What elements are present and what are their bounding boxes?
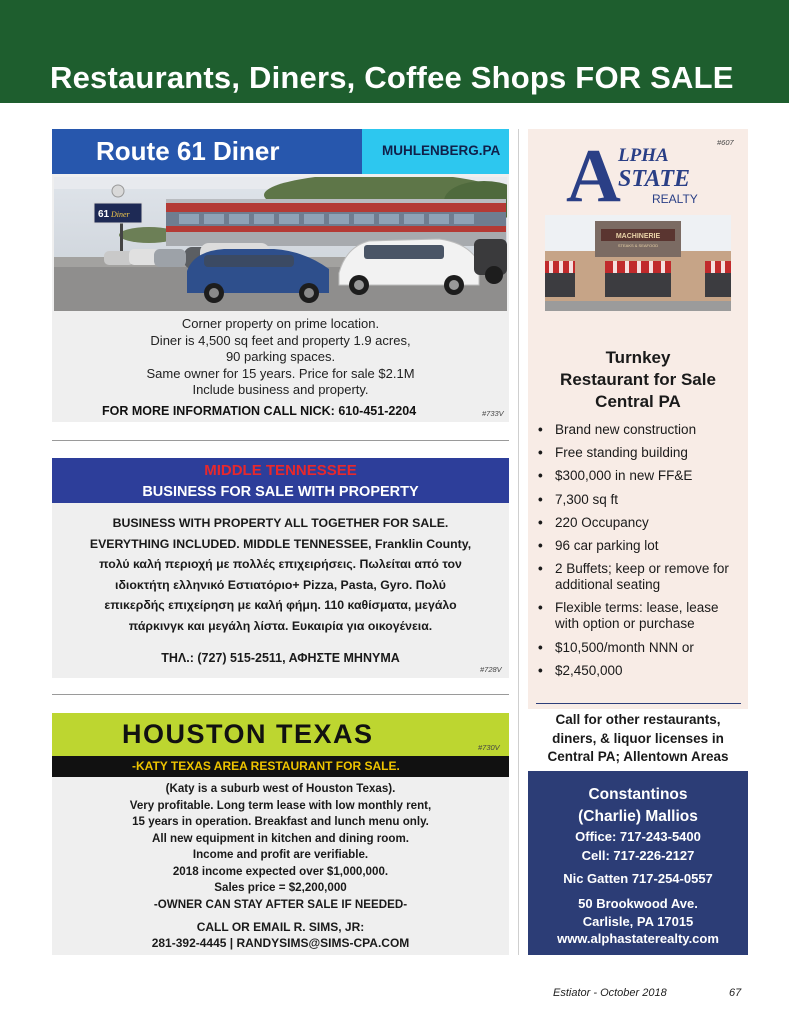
description-line: πολύ καλή περιοχή με πολλές επιχειρήσεις. Πωλείται από τον — [99, 557, 462, 571]
ad-code: #730V — [478, 743, 500, 752]
description-line: (Katy is a suburb west of Houston Texas). — [165, 782, 396, 795]
page-title: Restaurants, Diners, Coffee Shops FOR SALE — [50, 60, 734, 95]
feature-list — [538, 422, 743, 686]
description-line: ιδιοκτήτη ελληνικό Εστιατόριο+ Pizza, Pasta, Gyro. Πολύ — [115, 577, 446, 592]
name-line: (Charlie) Mallios — [578, 808, 698, 825]
call-other-note — [528, 711, 748, 767]
description-line: Same owner for 15 years. Price for sale $2.1M — [146, 365, 415, 381]
storefront-subsign: STEAKS & SEAFOOD — [617, 243, 659, 248]
heading-line: Turnkey — [605, 348, 671, 367]
contact-block — [52, 920, 509, 951]
list-item: • 96 car parking lot — [538, 538, 743, 554]
ad-code: #607 — [717, 138, 734, 147]
description-line: πάρκινγκ και μεγάλη λίστα. Ευκαιρία για οικογένεια. — [128, 618, 433, 633]
ad-heading — [528, 347, 748, 413]
heading-line: Central PA — [595, 392, 681, 411]
description-line: All new equipment in kitchen and dining room. — [151, 831, 409, 845]
alpha-state-realty-logo — [564, 135, 724, 211]
storefront-sign: MACHINERIE — [615, 233, 661, 240]
note-line: Central PA; Allentown Areas — [547, 749, 729, 764]
diner-sign-route: 61 — [98, 209, 110, 220]
list-item: • 2 Buffets; keep or remove for additional seating — [538, 561, 743, 593]
note-line: Call for other restaurants, — [555, 712, 721, 727]
list-item: • $2,450,000 — [538, 663, 743, 679]
ad-title: Route 61 Diner — [96, 136, 280, 166]
restaurant-photo — [545, 215, 731, 311]
list-item: • 7,300 sq ft — [538, 492, 743, 508]
diner-sign-text: Diner — [111, 210, 130, 219]
description-line: 15 years in operation. Breakfast and lunch menu only. — [132, 815, 429, 828]
ad-title: HOUSTON TEXAS — [122, 719, 374, 749]
address-line: 50 Brookwood Ave. — [578, 896, 698, 911]
ad-title: MIDDLE TENNESSEE — [204, 462, 357, 479]
ad-description — [52, 781, 509, 897]
address — [528, 895, 748, 931]
svg-text:A: A — [566, 135, 621, 211]
list-item: • 220 Occupancy — [538, 515, 743, 531]
location-tag — [362, 129, 509, 174]
cell-phone: Cell: 717-226-2127 — [581, 848, 695, 863]
list-item: • Free standing building — [538, 445, 743, 461]
ad-subtitle: BUSINESS FOR SALE WITH PROPERTY — [142, 484, 419, 500]
note-line: diners, & liquor licenses in — [552, 730, 724, 746]
ad-description — [52, 513, 509, 636]
ad-code: #728V — [480, 665, 502, 674]
ad-middle-tennessee — [52, 458, 509, 678]
contact-name — [528, 784, 748, 828]
divider — [52, 694, 509, 695]
svg-text:REALTY: REALTY — [652, 192, 698, 206]
column-separator — [518, 129, 519, 955]
svg-text:LPHA: LPHA — [618, 145, 669, 166]
contact-box — [528, 771, 748, 955]
name-line: Constantinos — [588, 786, 688, 803]
contact-line: 281-392-4445 | RANDYSIMS@SIMS-CPA.COM — [151, 935, 410, 950]
divider — [52, 440, 509, 441]
heading-line: Restaurant for Sale — [560, 370, 716, 389]
ad-title-bar — [52, 713, 509, 756]
description-line: Very profitable. Long term lease with low monthly rent, — [129, 798, 432, 812]
ad-description — [52, 316, 509, 399]
description-line: Diner is 4,500 sq feet and property 1.9 acres, — [150, 332, 411, 348]
secondary-contact: Nic Gatten 717-254-0557 — [563, 871, 713, 886]
ad-subtitle: -KATY TEXAS AREA RESTAURANT FOR SALE. — [132, 759, 400, 773]
description-line: 2018 income expected over $1,000,000. — [172, 864, 389, 878]
description-line: Sales price = $2,200,000 — [214, 881, 347, 894]
description-line: BUSINESS WITH PROPERTY ALL TOGETHER FOR SALE. — [112, 516, 449, 530]
page-number: 67 — [729, 987, 742, 999]
ad-alpha-state-realty — [528, 129, 748, 709]
address-line: Carlisle, PA 17015 — [582, 914, 694, 929]
ad-subtitle-bar — [52, 756, 509, 777]
description-line: επικερδής επιχείρηση με καλή φήμη. 110 καθίσματα, μεγάλο — [104, 598, 457, 612]
divider — [536, 703, 741, 704]
owner-note: -OWNER CAN STAY AFTER SALE IF NEEDED- — [153, 898, 408, 911]
ad-title-bar — [52, 129, 509, 174]
website-link[interactable]: www.alphastaterealty.com — [557, 931, 719, 946]
description-line: EVERYTHING INCLUDED. MIDDLE TENNESSEE, Franklin County, — [89, 536, 472, 551]
description-line: Corner property on prime location. — [181, 316, 380, 331]
list-item: • Brand new construction — [538, 422, 743, 438]
description-line: 90 parking spaces. — [225, 349, 336, 364]
contact-line: FOR MORE INFORMATION CALL NICK: 610-451-2204 — [102, 404, 417, 418]
ad-route-61-diner — [52, 129, 509, 422]
diner-photo — [54, 177, 507, 311]
svg-text:STATE: STATE — [618, 166, 691, 192]
contact-line: CALL OR EMAIL R. SIMS, JR: — [196, 920, 365, 934]
description-line: Income and profit are verifiable. — [192, 848, 369, 861]
ad-code: #733V — [482, 409, 504, 418]
contact-line: ΤΗΛ.: (727) 515-2511, ΑΦΗΣΤΕ ΜΗΝΥΜΑ — [161, 651, 400, 665]
location-label: MUHLENBERG.PA — [382, 143, 501, 158]
list-item: • $10,500/month NNN or — [538, 640, 743, 656]
list-item: • $300,000 in new FF&E — [538, 468, 743, 484]
office-phone: Office: 717-243-5400 — [575, 829, 701, 844]
footer-magazine: Estiator - October 2018 — [553, 987, 667, 999]
ad-houston-texas — [52, 713, 509, 955]
list-item: • Flexible terms: lease, lease with option or purchase — [538, 600, 743, 632]
description-line: Include business and property. — [192, 382, 369, 397]
ad-title-bar — [52, 458, 509, 503]
